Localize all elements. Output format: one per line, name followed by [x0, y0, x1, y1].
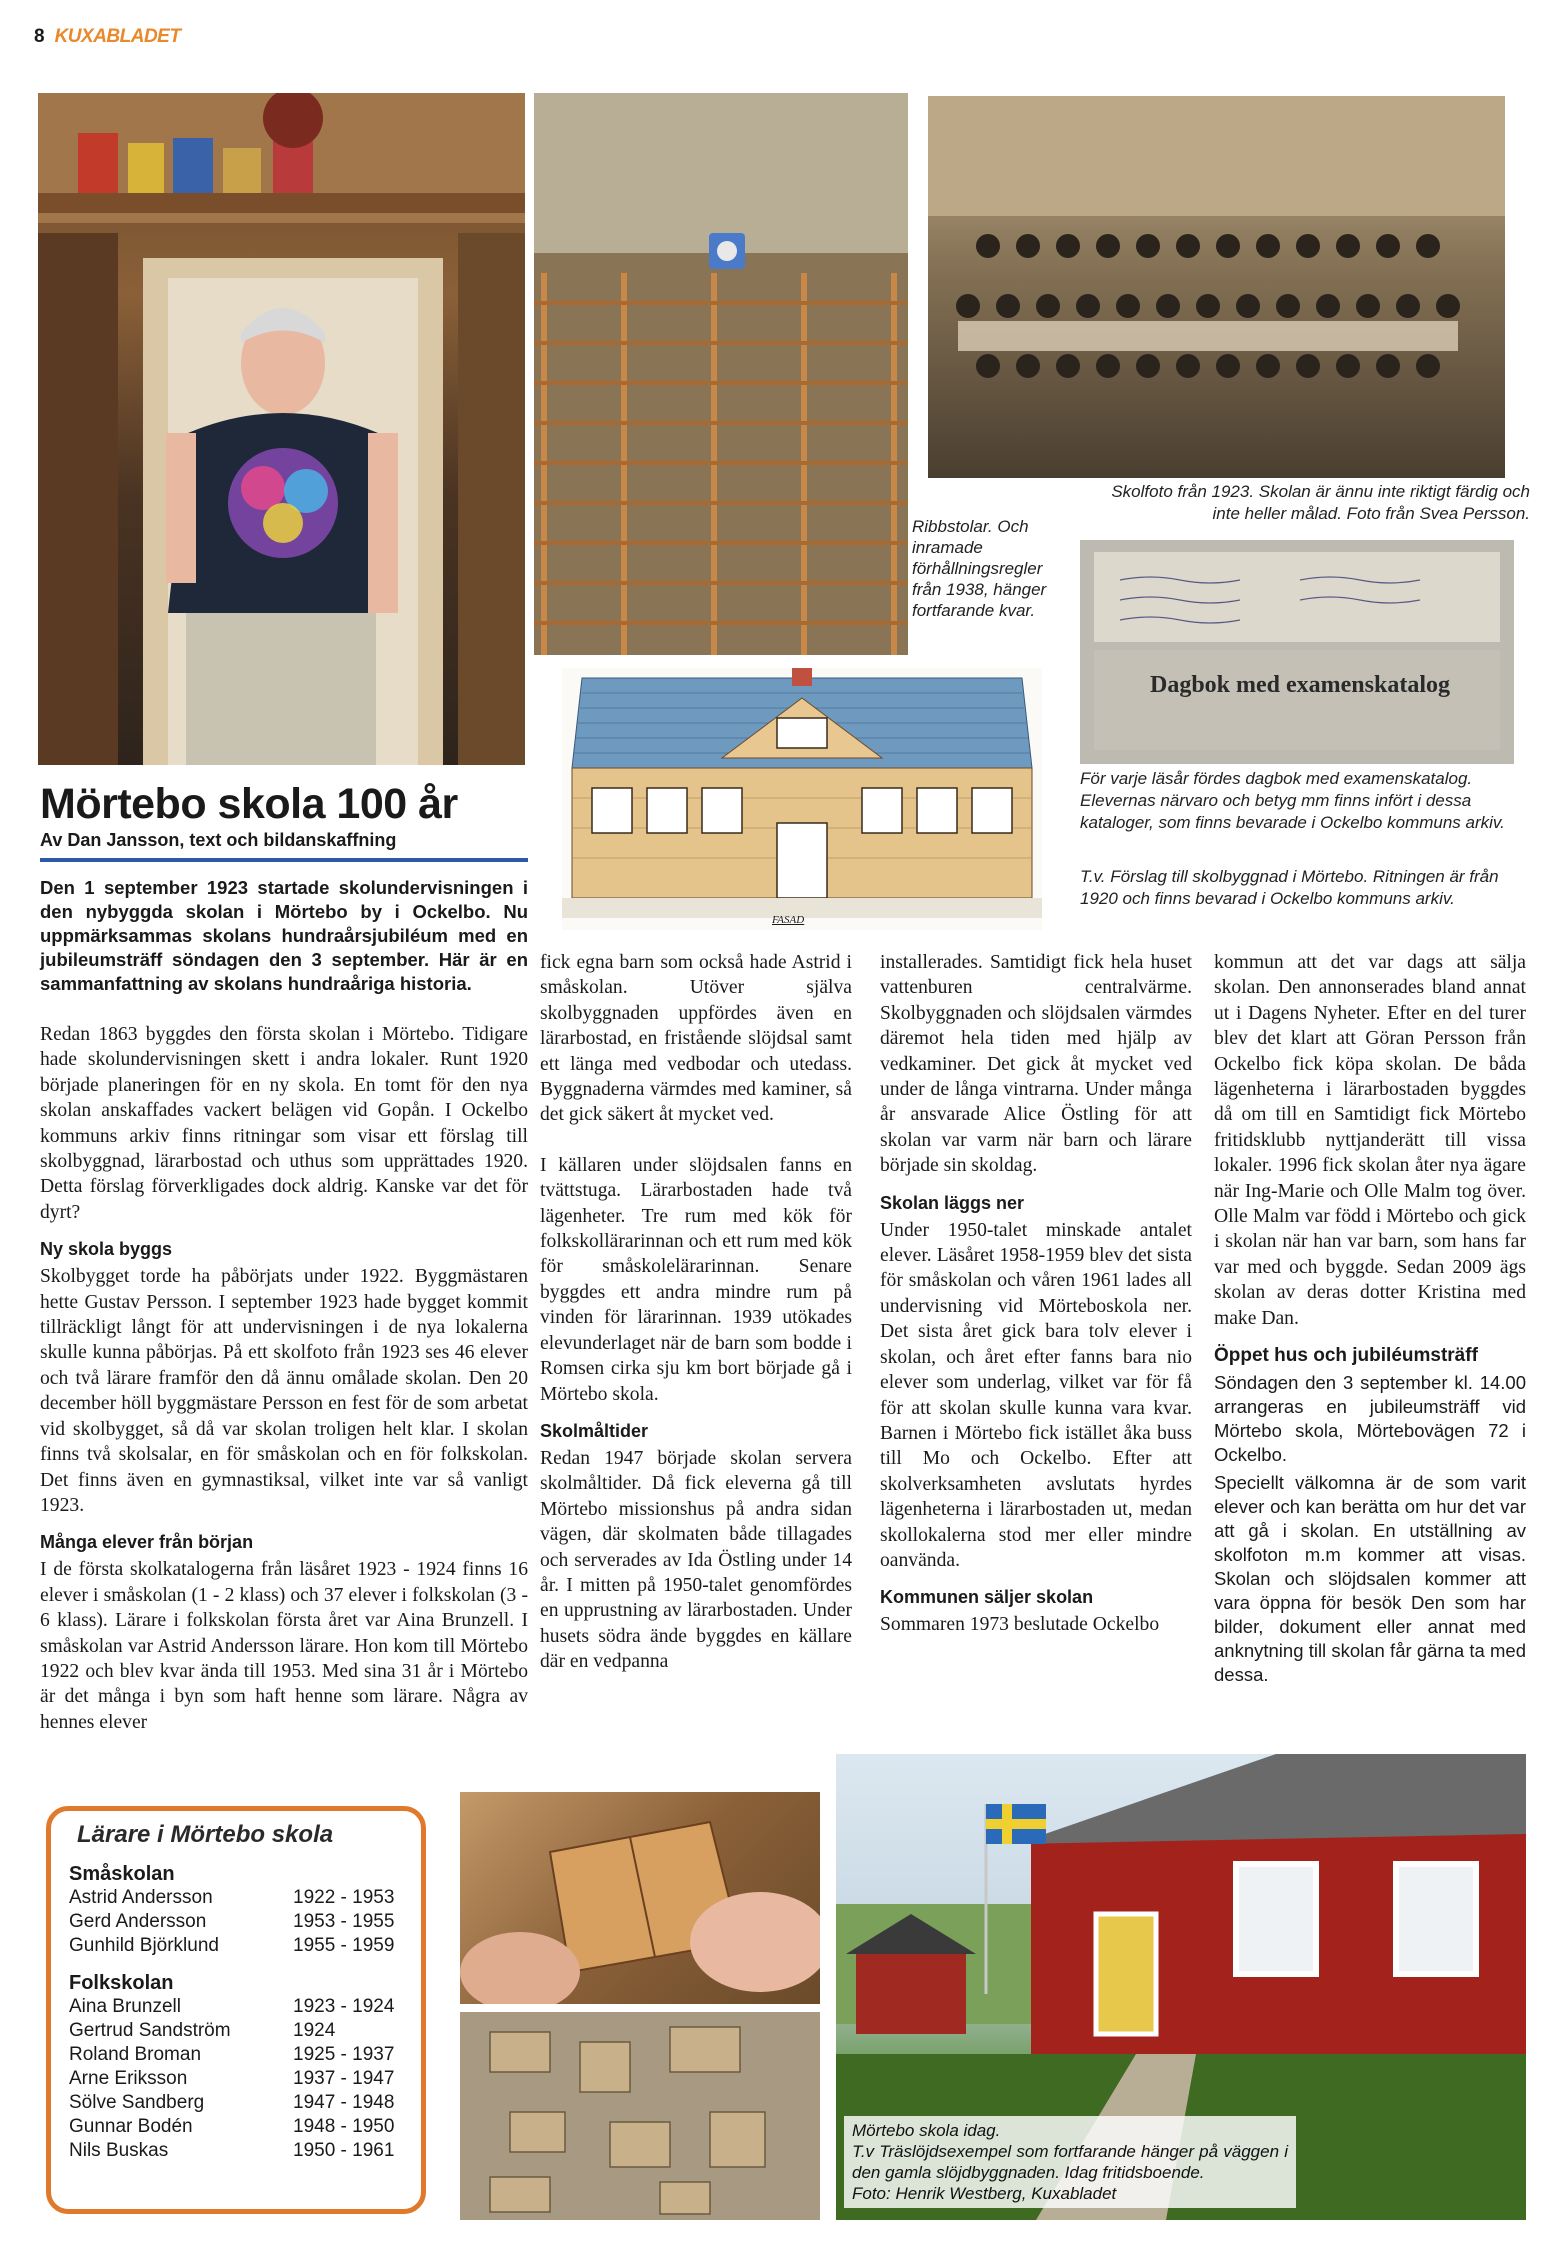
school-caption-3: Foto: Henrik Westberg, Kuxabladet — [852, 2184, 1117, 2203]
teacher-years: 1924 — [293, 2020, 336, 2041]
dagbok-title: Dagbok med examenskatalog — [1149, 672, 1450, 698]
school-caption-1: Mörtebo skola idag. — [852, 2121, 1001, 2140]
woodwork-photo-top — [460, 1792, 820, 2004]
teacher-name: Aina Brunzell — [69, 1996, 181, 2017]
column-2 — [540, 950, 852, 1675]
page-number: 8 — [34, 26, 45, 47]
school-today-photo — [836, 1754, 1526, 2220]
teacher-name: Roland Broman — [69, 2044, 202, 2065]
class-photo-caption: Skolfoto från 1923. Skolan är ännu inte riktigt färdig och inte heller målad. Foto från Svea Persson. — [1111, 482, 1530, 523]
paragraph-7: installerades. Samtidigt fick hela huset vattenburen centralvärme. Skolbyggnaden och slöjdsalen värmdes däremot hela tiden med hjälp av vedkaminer. Det gick åt mycket ved under de långa vintrarna. Under många år ansvarade Alice Östling för att skolan var varm när barn och lärare började sin skoldag. — [880, 952, 1192, 1177]
teacher-name: Gerd Andersson — [69, 1911, 207, 1932]
teacher-name: Astrid Andersson — [69, 1887, 213, 1908]
column-1 — [40, 1022, 528, 1735]
teacher-years: 1953 - 1955 — [293, 1911, 395, 1932]
drawing-caption: T.v. Förslag till skolbyggnad i Mörtebo. Ritningen är från 1920 och finns bevarad i Ockelbo kommuns arkiv. — [1080, 867, 1499, 908]
teacher-years: 1948 - 1950 — [293, 2116, 395, 2137]
column-3 — [880, 950, 1192, 1638]
table-row — [69, 1886, 403, 1910]
article-byline: Av Dan Jansson, text och bildanskaffning — [40, 830, 397, 850]
ribbstolar-caption: Ribbstolar. Och inramade förhållningsregler från 1938, hänger fortfarande kvar. — [912, 517, 1047, 620]
ribbstolar-photo — [534, 93, 908, 655]
table-row — [69, 2115, 403, 2139]
smaskolan-heading: Småskolan — [69, 1863, 175, 1885]
teacher-years: 1950 - 1961 — [293, 2140, 395, 2161]
school-caption-box — [844, 2116, 1296, 2208]
table-row — [69, 1910, 403, 1934]
table-row — [69, 2139, 403, 2163]
paragraph-2: Skolbygget torde ha påbörjats under 1922. Byggmästaren hette Gustav Persson. I september 1923 hade bygget kommit tillräckligt långt för att undervisningen i de nya lokalerna skulle kunna påbörjas. På ett skolfoto från 1923 ses 46 elever och två lärare framför den då ännu omålade skolan. Den 20 december höll byggmästare Persson en fest för de som arbetat vid skolbygget, så då var skolan troligen helt klar. I skolan finns två skolsalar, en för småskolan och en för folkskolan. Det finns även en gymnastiksal, vilket inte var så vanligt 1923. — [40, 1266, 528, 1516]
teacher-name: Nils Buskas — [69, 2140, 169, 2161]
paragraph-10: kommun att det var dags att sälja skolan. Den annonserades bland annat ut i Dagens Nyheter. Efter en del turer blev det klart att Göran Persson från Ockelbo fick köpa skolan. De båda lägenheterna i lärarbostaden byggdes då om till en Samtidigt fick Mörtebo fritidsklubb nyttjanderätt till vissa lokaler. 1996 fick skolan åter nya ägare när Ing-Marie och Olle Malm tog över. Olle Malm var född i Mörtebo och gick i skolan när han var barn, som hans far var med och byggde. Sedan 2009 ägs skolan av deras dotter Kristina med make Dan. — [1214, 952, 1526, 1329]
article-lead: Den 1 september 1923 startade skolundervisningen i den nybyggda skolan i Mörtebo by i Ockelbo. Nu uppmärksammas skolans hundraårsjubiléum med en jubileumsträff söndagen den 3 september. Här är en sammanfattning av skolans hundraåriga historia. — [40, 877, 528, 994]
dagbok-photo — [1080, 540, 1514, 764]
school-drawing — [562, 668, 1042, 930]
teacher-years: 1947 - 1948 — [293, 2092, 395, 2113]
page-header — [34, 22, 180, 52]
paragraph-8: Under 1950-talet minskade antalet elever. Läsåret 1958-1959 blev det sista för småskolan och våren 1961 lades all undervisning vid Mörteboskola ner. Det sista året gick bara tolv elever i skolan, och året efter fanns bara nio elever som underlag, vilket var för få för att skolan skulle kunna vara kvar. Barnen i Mörtebo fick istället åka buss till Mo och Ockelbo. Efter att skolverksamheten avslutats hyrdes lägenheterna i lärarbostaden ut, medan skollokalerna stod mer eller mindre oanvända. — [880, 1219, 1192, 1571]
column-4 — [1214, 950, 1526, 1687]
teacher-years: 1922 - 1953 — [293, 1887, 395, 1908]
paragraph-11: Söndagen den 3 september kl. 14.00 arrangeras en jubileumsträff vid Mörtebo skola, Mörtebovägen 72 i Ockelbo. — [1214, 1372, 1526, 1466]
smaskolan-table — [69, 1886, 403, 1958]
heading-ny-skola: Ny skola byggs — [40, 1239, 173, 1260]
drawing-label: FASAD — [772, 914, 805, 926]
paragraph-9: Sommaren 1973 beslutade Ockelbo — [880, 1614, 1160, 1636]
paragraph-4: fick egna barn som också hade Astrid i småskolan. Utöver själva skolbyggnaden uppfördes även en lärarbostad, en fristående slöjdsal samt ett länga med vedbodar och utedass. Byggnaderna värmdes med kaminer, så det gick säkert åt mycket ved. — [540, 952, 852, 1126]
paragraph-3: I de första skolkatalogerna från läsåret 1923 - 1924 finns 16 elever i småskolan (1 - 2 klass) och 37 elever i folkskolan (3 - 6 klass). Lärare i folkskolan första året var Aina Brunzell. I småskolan var Astrid Andersson lärare. Hon kom till Mörtebo 1922 och blev kvar ända till 1953. Med sina 31 år i Mörtebo är det många i byn som haft henne som lärare. Några av hennes elever — [40, 1559, 528, 1733]
folkskolan-table — [69, 1995, 403, 2163]
paragraph-5: I källaren under slöjdsalen fanns en tvättstuga. Lärarbostaden hade två lägenheter. Tre rum med kök för folkskollärarinnan och ett rum med kök för småskolelärarinnan. Senare byggdes ett andra mindre rum på vinden för lärarinnan. 1939 utökades elevunderlaget när de barn som bodde i Romsen cirka sju km bort började gå i Mörtebo skola. — [540, 1154, 852, 1405]
article-title: Mörtebo skola 100 år — [40, 780, 458, 828]
table-row — [69, 2067, 403, 2091]
class-photo-1923 — [928, 96, 1505, 478]
paragraph-6: Redan 1947 började skolan servera skolmåltider. Då fick eleverna gå till Mörtebo missionshus på andra sidan vägen, där skolmaten både tillagades och serverades av Ida Östling under 14 år. I mitten på 1950-talet genomfördes en upprustning av lärarbostaden. Under husets södra ände byggdes en källare där en vedpanna — [540, 1447, 852, 1673]
table-row — [69, 2091, 403, 2115]
teacher-name: Gunhild Björklund — [69, 1935, 219, 1956]
paragraph-1: Redan 1863 byggdes den första skolan i Mörtebo. Tidigare hade skolundervisningen skett i andra lokaler. Runt 1920 började planeringen för en ny skola. En tomt för den nya skolan anskaffades vackert belägen vid Gopån. I Ockelbo kommuns arkiv finns ritningar som visar ett förslag till skolbyggnad, lärarbostad och uthus som upprättades 1920. Detta förslag förverkligades dock aldrig. Kanske var det för dyrt? — [40, 1024, 528, 1223]
portrait-photo — [38, 93, 525, 765]
teacher-years: 1925 - 1937 — [293, 2044, 395, 2065]
woodwork-photo-bottom — [460, 2012, 820, 2220]
publication-logo: KUXABLADET — [54, 26, 181, 47]
heading-skolmaltider: Skolmåltider — [540, 1420, 649, 1441]
heading-oppet-hus: Öppet hus och jubiléumsträff — [1214, 1345, 1478, 1367]
heading-manga-elever: Många elever från början — [40, 1532, 254, 1553]
heading-skolan-laggs-ner: Skolan läggs ner — [880, 1192, 1025, 1213]
teacher-name: Arne Eriksson — [69, 2068, 188, 2089]
paragraph-12: Speciellt välkomna är de som varit elever och kan berätta om hur det var att gå i skolan. En utställning av skolfoton m.m kommer att visas. Skolan och slöjdsalen kommer att vara öppna för besök Den som har bilder, dokument eller annat med anknytning till skolan får gärna ta med dessa. — [1214, 1472, 1526, 1686]
table-row — [69, 1995, 403, 2019]
teacher-years: 1937 - 1947 — [293, 2068, 395, 2089]
heading-kommunen-saljer: Kommunen säljer skolan — [880, 1587, 1094, 1608]
table-row — [69, 2043, 403, 2067]
teacher-years: 1955 - 1959 — [293, 1935, 395, 1956]
table-row — [69, 1934, 403, 1958]
dagbok-caption: För varje läsår fördes dagbok med examenskatalog. Elevernas närvaro och betyg mm finns infört i dessa kataloger, som finns bevarade i Ockelbo kommuns arkiv. — [1080, 769, 1505, 832]
title-rule — [40, 858, 528, 862]
teacher-name: Gunnar Bodén — [69, 2116, 193, 2137]
table-row — [69, 2019, 403, 2043]
teacher-name: Gertrud Sandström — [69, 2020, 231, 2041]
teacher-name: Sölve Sandberg — [69, 2092, 205, 2113]
folkskolan-heading: Folkskolan — [69, 1972, 174, 1994]
school-caption-2: T.v Träslöjdsexempel som fortfarande hänger på väggen i den gamla slöjdbyggnaden. Idag fritidsboende. — [852, 2142, 1288, 2182]
teachers-box — [46, 1806, 426, 2214]
teachers-box-title: Lärare i Mörtebo skola — [77, 1821, 334, 1848]
teacher-years: 1923 - 1924 — [293, 1996, 395, 2017]
